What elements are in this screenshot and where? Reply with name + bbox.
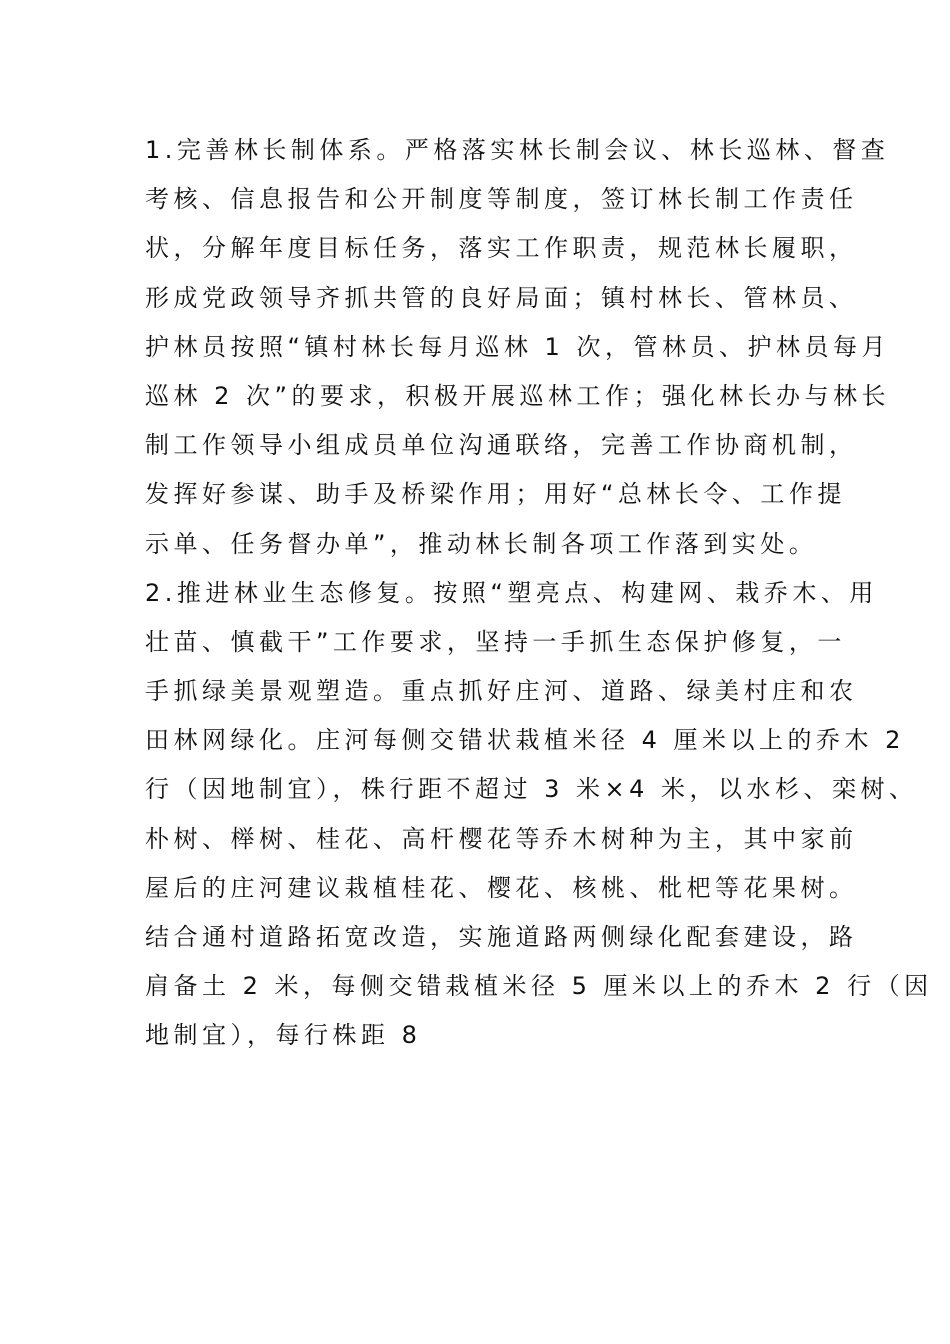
text-line-19: 地制宜），每行株距 8 [145,1021,422,1050]
text-line-18: 肩备土 2 米，每侧交错栽植米径 5 厘米以上的乔木 2 行（因 [145,972,933,1001]
text-line-10: 2.推进林业生态修复。按照“塑亮点、构建网、栽乔木、用 [145,578,878,607]
text-line-8: 发挥好参谋、助手及桥梁作用；用好“总林长令、工作提 [145,480,846,509]
text-line-6: 巡林 2 次”的要求，积极开展巡林工作；强化林长办与林长 [145,381,890,410]
text-line-14: 行（因地制宜），株行距不超过 3 米×4 米，以水杉、栾树、 [145,775,918,804]
text-line-13: 田林网绿化。庄河每侧交错状栽植米径 4 厘米以上的乔木 2 [145,726,905,755]
text-line-17: 结合通村道路拓宽改造，实施道路两侧绿化配套建设，路 [145,923,858,951]
text-line-5: 护林员按照“镇村林长每月巡林 1 次，管林员、护林员每月 [145,332,890,361]
text-line-1: 1.完善林长制体系。严格落实林长制会议、林长巡林、督查 [145,136,890,164]
text-line-4: 形成党政领导齐抓共管的良好局面；镇村林长、管林员、 [145,283,858,312]
text-line-11: 壮苗、慎截干”工作要求，坚持一手抓生态保护修复，一 [145,627,846,656]
document-body [145,126,933,1061]
text-line-7: 制工作领导小组成员单位沟通联络，完善工作协商机制， [145,431,858,460]
text-line-12: 手抓绿美景观塑造。重点抓好庄河、道路、绿美村庄和农 [145,677,858,706]
text-line-9: 示单、任务督办单”，推动林长制各项工作落到实处。 [145,529,818,558]
text-line-15: 朴树、榉树、桂花、高杆樱花等乔木树种为主，其中家前 [145,824,858,853]
text-line-3: 状，分解年度目标任务，落实工作职责，规范林长履职， [145,234,858,263]
text-line-16: 屋后的庄河建议栽植桂花、樱花、核桃、枇杷等花果树。 [145,873,858,902]
text-line-2: 考核、信息报告和公开制度等制度，签订林长制工作责任 [145,185,858,214]
